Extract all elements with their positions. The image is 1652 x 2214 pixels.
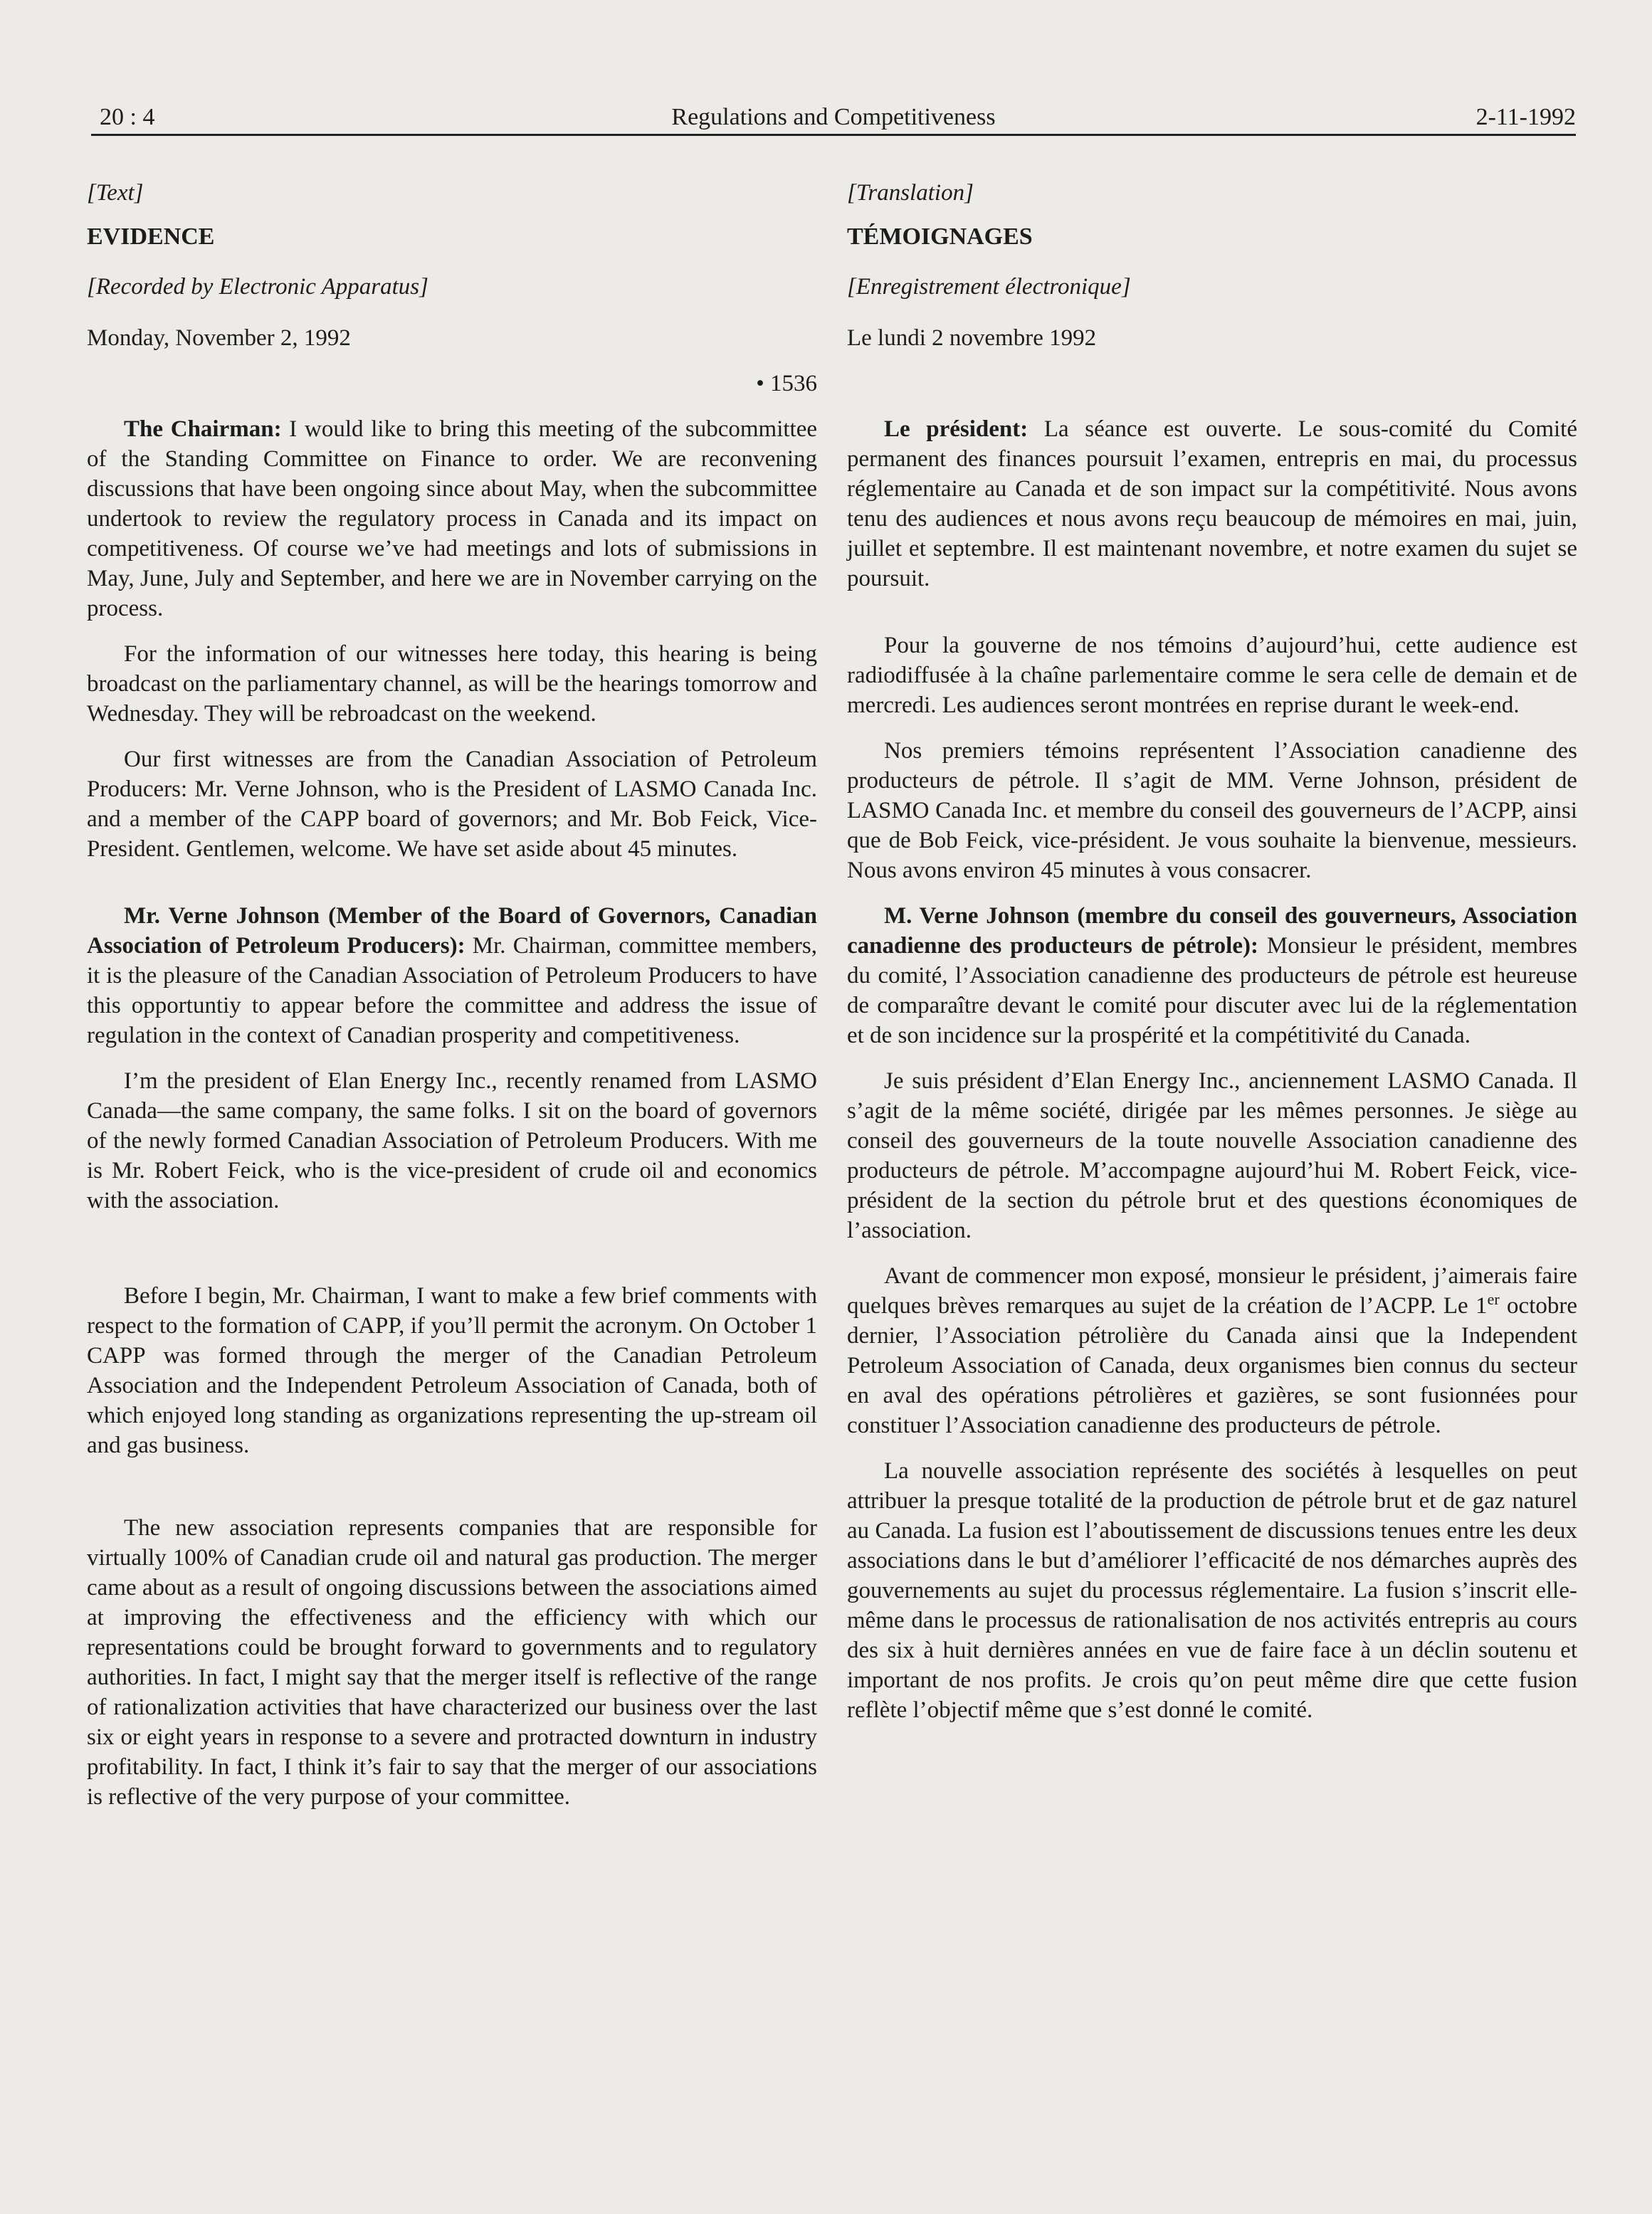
spacer [87, 880, 817, 901]
meeting-date: Le lundi 2 novembre 1992 [847, 325, 1097, 351]
spacer [847, 609, 1577, 631]
paragraph: Before I begin, Mr. Chairman, I want to make a few brief comments with respect to the formation of CAPP, if you’ll permit the acronym. On October 1 CAPP was formed through the merger of the Canadian Petroleum Association and the Independent Petroleum Association of Canada, both of which enjoyed long standing as organizations representing the up-stream oil and gas business. [87, 1283, 817, 1458]
english-column [87, 178, 817, 1828]
french-column [847, 178, 1577, 1741]
paragraph-johnson [87, 901, 817, 1050]
text-run: octobre dernier, l’Association pétrolière du Canada ainsi que la Independent Petroleum Association of Canada, deux organismes bien connus du secteur en aval des opérations pétrolières et gazières, se sont fusionnées pour constituer l’Association canadienne des producteurs de pétrole. [847, 1293, 1577, 1438]
recorded-note: [Enregistrement électronique] [847, 274, 1131, 300]
paragraph-chairman [87, 414, 817, 623]
paragraph: La nouvelle association représente des sociétés à lesquelles on peut attribuer la presque totalité de la production de pétrole brut et de gaz naturel au Canada. La fusion est l’aboutissement de discussions tenues entre les deux associations dans le but d’améliorer l’efficacité de nos démarches auprès des gouvernements au sujet du processus réglementaire. La fusion s’inscrit elle-même dans le processus de rationalisation de nos activités entrepris au cours des six à huit dernières années en vue de faire face à un déclin soutenu et important de nos profits. Je crois qu’on peut même dire que cette fusion reflète l’objectif même que s’est donné le comité. [847, 1458, 1577, 1723]
paragraph: Pour la gouverne de nos témoins d’aujourd’hui, cette audience est radiodiffusée à la chaîne parlementaire comme le sera celle de demain et de mercredi. Les audiences seront montrées en reprise durant le week-end. [847, 633, 1577, 718]
running-title: Regulations and Competitiveness [671, 104, 996, 130]
speaker-name: The Chairman: [124, 416, 282, 442]
text-run: Avant de commencer mon exposé, monsieur le président, j’aimerais faire quelques brèves remarques au sujet de la création de l’ACPP. Le 1 [847, 1263, 1577, 1319]
temoignages-heading: TÉMOIGNAGES [847, 223, 1033, 250]
speech-text: I would like to bring this meeting of the subcommittee of the Standing Committee on Finance to order. We are reconvening discussions that have been ongoing since about May, when the subcommittee undertook to review the regulatory process in Canada and its impact on competitiveness. Of course we’ve had meetings and lots of submissions in May, June, July and September, and here we are in November carrying on the process. [87, 416, 818, 621]
header-date: 2-11-1992 [1475, 104, 1576, 130]
text-tag: [Text] [87, 180, 144, 206]
paragraph: Je suis président d’Elan Energy Inc., anciennement LASMO Canada. Il s’agit de la même société, dirigée par les mêmes personnes. Je siège au conseil des gouverneurs de la toute nouvelle Association canadienne des producteurs de pétrole. M’accompagne aujourd’hui M. Robert Feick, vice-président de la section du pétrole brut et des questions économiques de l’association. [847, 1068, 1577, 1243]
speaker-name: Mr. Verne Johnson (Member of the Board of Governors, Canadian Association of Petroleum Producers): [87, 903, 817, 959]
speech-text: Monsieur le président, membres du comité, l’Association canadienne des producteurs de pétrole est heureuse de comparaître devant le comité pour discuter avec lui de la réglementation et de son incidence sur la prospérité et la compétitivité du Canada. [847, 933, 1578, 1048]
header-rule [91, 134, 1576, 136]
paragraph: For the information of our witnesses here today, this hearing is being broadcast on the parliamentary channel, as will be the hearings tomorrow and Wednesday. They will be rebroadcast on the weekend. [87, 641, 817, 727]
paragraph [847, 1261, 1577, 1440]
recorded-note: [Recorded by Electronic Apparatus] [87, 274, 428, 300]
running-header [91, 98, 1576, 137]
translation-tag: [Translation] [847, 180, 974, 206]
paragraph: Our first witnesses are from the Canadian Association of Petroleum Producers: Mr. Verne Johnson, who is the President of LASMO Canada Inc. and a member of the CAPP board of governors; and Mr. Bob Feick, Vice-President. Gentlemen, welcome. We have set aside about 45 minutes. [87, 747, 817, 862]
time-marker: • 1536 [756, 371, 817, 396]
speech-text: Mr. Chairman, committee members, it is the pleasure of the Canadian Association of Petroleum Producers to have this opportuntiy to appear before the committee and address the issue of regulation in the context of Canadian prosperity and competitiveness. [87, 933, 817, 1048]
superscript: er [1487, 1290, 1500, 1308]
paragraph: I’m the president of Elan Energy Inc., recently renamed from LASMO Canada—the same company, the same folks. I sit on the board of governors of the newly formed Canadian Association of Petroleum Producers. With me is Mr. Robert Feick, who is the vice-president of crude oil and economics with the association. [87, 1068, 817, 1213]
marker-spacer [847, 369, 1577, 399]
spacer [87, 1231, 817, 1281]
paragraph-president [847, 414, 1577, 594]
paragraph: Nos premiers témoins représentent l’Association canadienne des producteurs de pétrole. Il s’agit de MM. Verne Johnson, président de LASMO Canada Inc. et membre du conseil des gouverneurs de l’ACPP, ainsi que de Bob Feick, vice-président. Je vous souhaite la bienvenue, messieurs. Nous avons environ 45 minutes à vous consacrer. [847, 738, 1577, 883]
evidence-heading: EVIDENCE [87, 223, 215, 250]
speaker-name: Le président: [884, 416, 1028, 442]
speech-text: La séance est ouverte. Le sous-comité du Comité permanent des finances poursuit l’examen, entrepris en mai, du processus réglementaire au Canada et de son impact sur la compétitivité. Nous avons tenu des audiences et nous avons reçu beaucoup de mémoires en mai, juin, juillet et septembre. Il est maintenant novembre, et notre examen du sujet se poursuit. [847, 416, 1577, 591]
spacer [87, 1476, 817, 1513]
speaker-name: M. Verne Johnson (membre du conseil des gouverneurs, Association canadienne des producteurs de pétrole): [847, 903, 1577, 959]
page-number: 20 : 4 [100, 104, 155, 130]
paragraph-johnson [847, 901, 1577, 1050]
paragraph: The new association represents companies that are responsible for virtually 100% of Canadian crude oil and natural gas production. The merger came about as a result of ongoing discussions between the associations aimed at improving the effectiveness and the efficiency with which our representations could be brought forward to governments and to regulatory authorities. In fact, I might say that the merger itself is reflective of the range of rationalization activities that have characterized our business over the last six or eight years in response to a severe and protracted downturn in industry profitability. In fact, I think it’s fair to say that the merger of our associations is reflective of the very purpose of your committee. [87, 1515, 817, 1810]
meeting-date: Monday, November 2, 1992 [87, 325, 351, 351]
